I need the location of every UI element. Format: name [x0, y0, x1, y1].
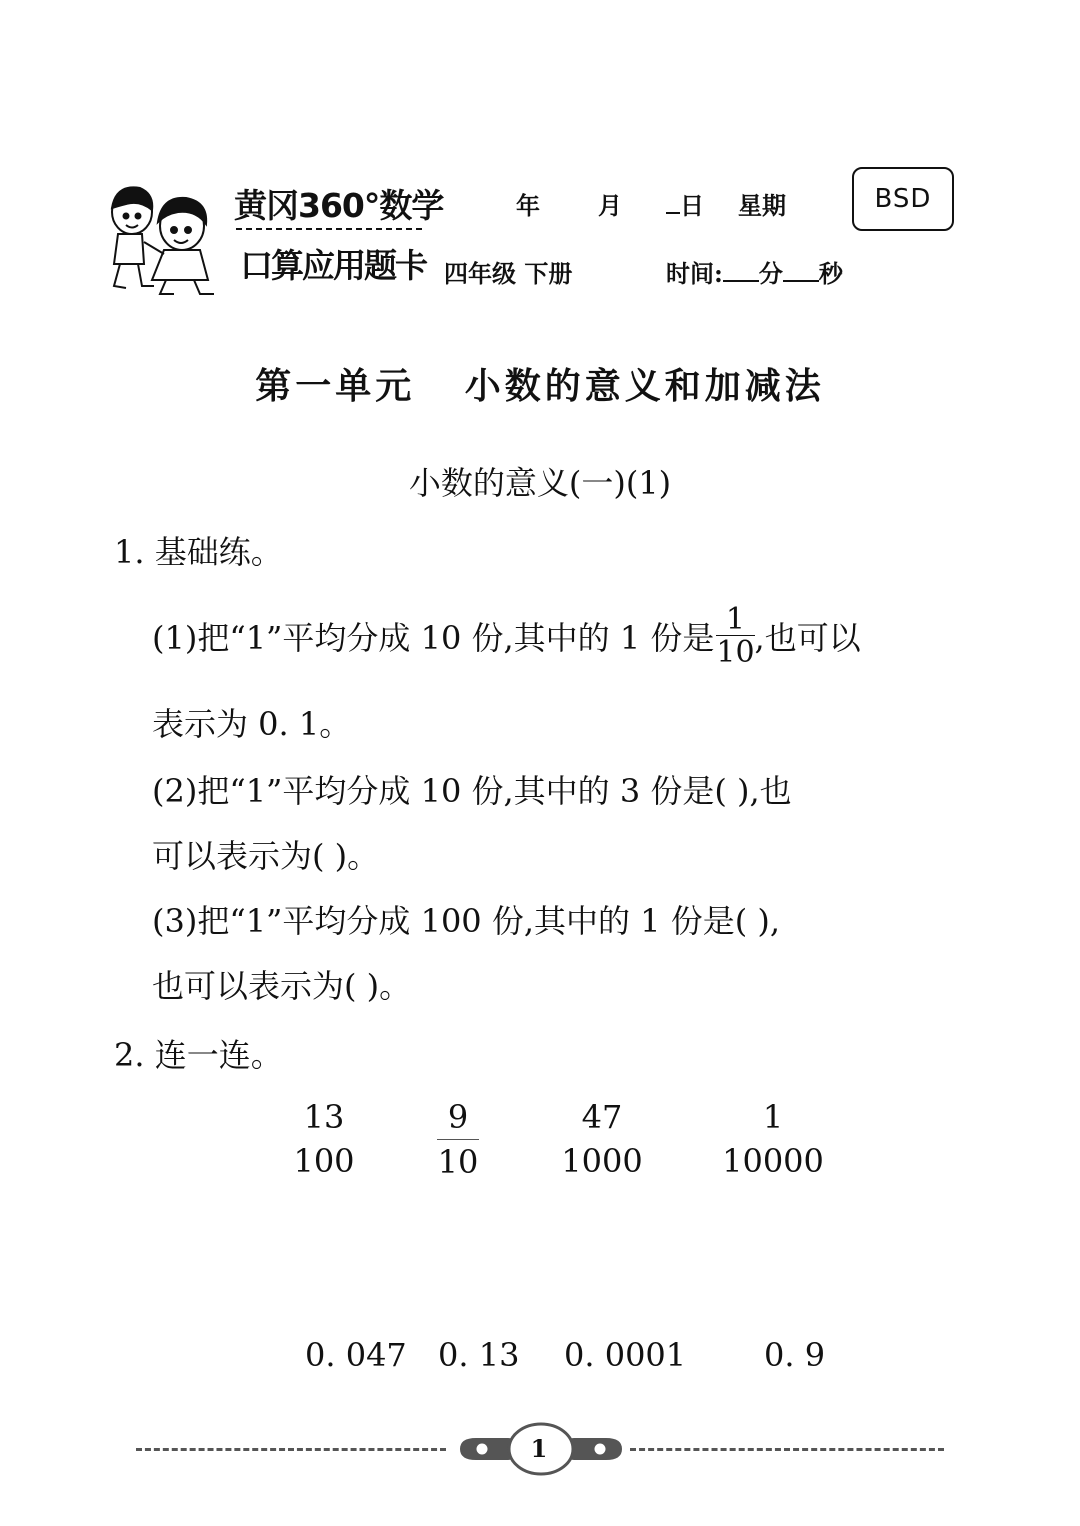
date-weekday-label: 星期 [738, 191, 786, 220]
q1-item2-line2: 可以表示为( )。 [152, 837, 380, 875]
footer-divider-right [630, 1448, 944, 1451]
decimal-item[interactable]: 0. 9 [764, 1336, 826, 1374]
q1-item1-line2: 表示为 0. 1。 [152, 705, 352, 743]
time-label: 时间: [666, 259, 723, 288]
time-field [666, 254, 843, 289]
seconds-blank [783, 280, 819, 282]
fraction-item[interactable] [554, 1095, 650, 1183]
fraction-numerator: 9 [447, 1098, 469, 1136]
fraction-numerator: 1 [725, 602, 745, 637]
fraction-denominator: 10 [716, 635, 755, 670]
q1-item1-text: (1)把“1”平均分成 10 份,其中的 1 份是 [152, 619, 715, 657]
grade-label: 四年级 下册 [444, 259, 573, 288]
fraction-denominator: 1000 [561, 1142, 643, 1180]
lesson-title: 小数的意义(一)(1) [408, 464, 672, 502]
date-day-field [666, 186, 704, 221]
page-number: 1 [530, 1434, 548, 1463]
fraction-item[interactable] [720, 1095, 826, 1183]
minutes-blank [723, 280, 759, 282]
seconds-label: 秒 [818, 259, 843, 288]
fraction-denominator: 10000 [722, 1142, 824, 1180]
minutes-label: 分 [758, 259, 783, 288]
date-year-label: 年 [516, 191, 540, 220]
fraction-denominator: 100 [293, 1142, 355, 1180]
date-day-label: 日 [680, 191, 704, 220]
decimal-item[interactable]: 0. 047 [305, 1336, 407, 1374]
brand-divider [236, 228, 422, 230]
fraction-numerator: 47 [581, 1098, 623, 1136]
q1-item1-tail: ,也可以 [754, 619, 861, 657]
q1-item3-line2: 也可以表示为( )。 [152, 967, 412, 1005]
edition-badge-text: BSD [874, 184, 932, 214]
cartoon-kids-logo [100, 178, 240, 298]
decimal-item[interactable]: 0. 0001 [564, 1336, 687, 1374]
decimal-item[interactable]: 0. 13 [438, 1336, 520, 1374]
fraction-denominator: 10 [437, 1139, 479, 1184]
day-blank [666, 212, 680, 214]
fraction-item[interactable] [437, 1095, 479, 1184]
fraction-one-tenth [716, 602, 755, 670]
fraction-numerator: 13 [303, 1098, 345, 1136]
unit-title: 第一单元 小数的意义和加减法 [255, 366, 825, 407]
footer-divider-left [136, 1448, 446, 1451]
q1-heading: 1. 基础练。 [114, 533, 283, 571]
fraction-numerator: 1 [762, 1098, 784, 1136]
fraction-item[interactable] [284, 1095, 364, 1183]
q2-heading: 2. 连一连。 [114, 1036, 283, 1074]
brand-title: 黄冈360°数学 [234, 186, 444, 225]
date-month-label: 月 [598, 191, 622, 220]
q1-item2-line1: (2)把“1”平均分成 10 份,其中的 3 份是( ),也 [152, 772, 792, 810]
q1-item1-line1 [152, 602, 861, 672]
brand-subtitle: 口算应用题卡 [240, 246, 426, 285]
edition-badge [852, 167, 954, 231]
q1-item3-line1: (3)把“1”平均分成 100 份,其中的 1 份是( ), [152, 902, 781, 940]
